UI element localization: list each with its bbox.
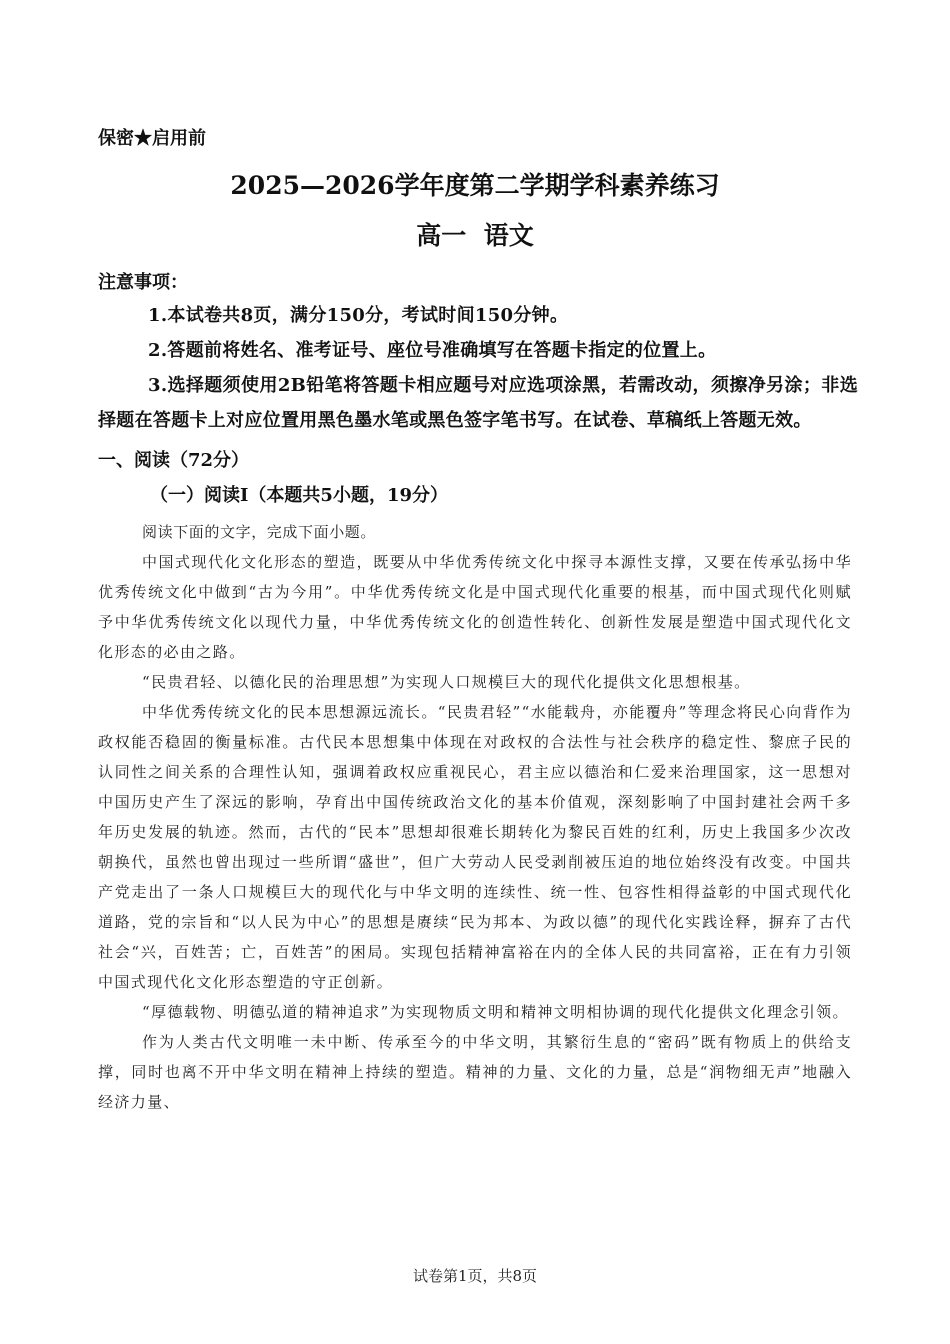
page-footer: 试卷第1页，共8页 <box>412 1267 538 1285</box>
exam-title: 2025—2026学年度第二学期学科素养练习 <box>230 171 720 200</box>
section-heading: 一、阅读（72分） <box>98 450 250 471</box>
exam-subtitle: 高一 语文 <box>416 221 534 250</box>
passage-paragraph-4: “厚德载物、明德弘道的精神追求”为实现物质文明和精神文明相协调的现代化提供文化理念引领。 <box>142 1003 849 1021</box>
notice-item-3: 3.选择题须使用2B铅笔将答题卡相应题号对应选项涂黑，若需改动，须擦净另涂；非选择题在答题卡上对应位置用黑色墨水笔或黑色签字笔书写。在试卷、草稿纸上答题无效。 <box>98 375 858 431</box>
passage-paragraph-5: 作为人类古代文明唯一未中断、传承至今的中华文明，其繁衍生息的“密码”既有物质上的供给支撑，同时也离不开中华文明在精神上持续的塑造。精神的力量、文化的力量，总是“润物细无声”地融入经济力量、 <box>98 1033 852 1111</box>
notice-item-1: 1.本试卷共8页，满分150分，考试时间150分钟。 <box>148 305 569 326</box>
notice-list <box>98 298 858 438</box>
reading-passage <box>98 517 852 1117</box>
notice-heading: 注意事项： <box>98 272 188 293</box>
passage-paragraph-3: 中华优秀传统文化的民本思想源远流长。“民贵君轻”“水能载舟，亦能覆舟”等理念将民心向背作为政权能否稳固的衡量标准。古代民本思想集中体现在对政权的合法性与社会秩序的稳定性、黎庶子民的认同性之间关系的合理性认知，强调着政权应重视民心，君主应以德治和仁爱来治理国家，这一思想对中国历史产生了深远的影响，孕育出中国传统政治文化的基本价值观，深刻影响了中国封建社会两千多年历史发展的轨迹。然而，古代的“民本”思想却很难长期转化为黎民百姓的红利，历史上我国多少次改朝换代，虽然也曾出现过一些所谓“盛世”，但广大劳动人民受剥削被压迫的地位始终没有改变。中国共产党走出了一条人口规模巨大的现代化与中华文明的连续性、统一性、包容性相得益彰的中国式现代化道路，党的宗旨和“以人民为中心”的思想是赓续“民为邦本、为政以德”的现代化实践诠释，摒弃了古代社会“兴，百姓苦；亡，百姓苦”的困局。实现包括精神富裕在内的全体人民的共同富裕，正在有力引领中国式现代化文化形态塑造的守正创新。 <box>98 703 852 991</box>
passage-paragraph-2: “民贵君轻、以德化民的治理思想”为实现人口规模巨大的现代化提供文化思想根基。 <box>142 673 751 691</box>
passage-paragraph-1: 中国式现代化文化形态的塑造，既要从中华优秀传统文化中探寻本源性支撑，又要在传承弘扬中华优秀传统文化中做到“古为今用”。中华优秀传统文化是中国式现代化重要的根基，而中国式现代化则赋予中华优秀传统文化以现代力量，中华优秀传统文化的创造性转化、创新性发展是塑造中国式现代化文化形态的必由之路。 <box>98 553 852 661</box>
confidential-mark: 保密★启用前 <box>98 128 206 149</box>
subsection-heading: （一）阅读I（本题共5小题，19分） <box>150 485 448 506</box>
notice-item-2: 2.答题前将姓名、准考证号、座位号准确填写在答题卡指定的位置上。 <box>148 340 717 361</box>
reading-instruction: 阅读下面的文字，完成下面小题。 <box>142 523 377 541</box>
